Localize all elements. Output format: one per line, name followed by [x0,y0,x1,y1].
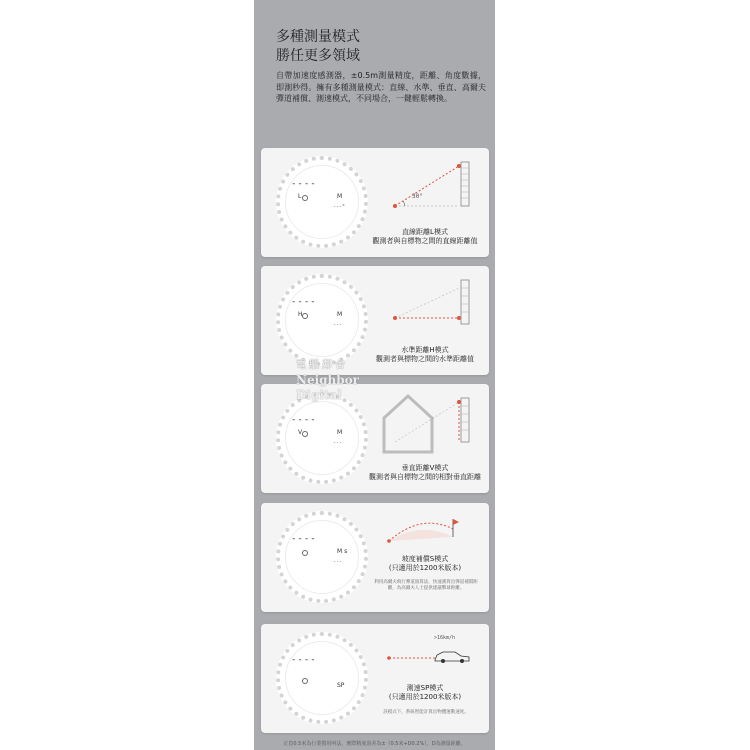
heading-line-1: 多種測量模式 [276,29,360,45]
display-dashes: ---- [291,297,317,307]
display-dashes: ---- [291,655,317,665]
display-dashes: ---- [291,179,317,189]
display-dashes: ---- [291,415,317,425]
mode-title: 水準距離H模式 [401,346,449,354]
watermark-line-2: Neighbor [296,373,359,387]
mode-letter: L [298,193,302,200]
mode-title: 測速SP模式 [406,684,444,692]
horizontal-distance-diagram [381,274,481,334]
watermark-house-icon [378,388,438,458]
display-sub: --- [333,559,343,565]
page-heading [276,28,360,66]
angle-label: 30° [412,193,423,200]
mode-note: 利用高爾夫飛行彈道演算法，快速測算出彈道補償距離，為高爾夫人士提供建議擊球距離。 [374,580,478,591]
heading-line-2: 勝任更多領域 [276,48,360,64]
watermark-line-1: 電腦鄰舍 [296,360,348,371]
speed-label: >16km/h [434,635,456,641]
display-sub: --- [333,322,343,328]
mode-card-sp [261,624,489,733]
mode-title: 直線距離L模式 [402,228,448,236]
intro-text: 自帶加速度感測器，±0.5m測量精度，距離、角度數據，即測秒得。擁有多種測量模式：直線、水準、垂直、高爾夫彈道補償、測速模式，不同場合，一鍵輕鬆轉換。 [276,71,486,103]
mode-subtitle: (只適用於1200米版本) [388,564,462,572]
reticle-icon [302,431,308,437]
footer-note: 正負0.5米為行業慣用叫法，實際精度誤差為±（0.5米+D0.2%），D為測量距離。 [283,741,466,747]
watermark-logo [296,358,386,408]
unit-letter: M [337,429,343,436]
mode-note: 該模式下，系統智能計算出物體運動速度。 [383,710,469,715]
unit-letter: M s [337,548,348,555]
mode-card-l [261,148,489,257]
mode-letter: V [298,429,303,436]
mode-letter: H [298,311,303,318]
reticle-icon [302,678,308,684]
golf-trajectory-diagram [381,509,481,549]
display-sub: ---° [333,204,346,210]
mode-title: 垂直距離V模式 [401,464,449,472]
unit-letter: SP [337,682,345,689]
display-dashes: ---- [291,534,317,544]
rangefinder-display [276,632,368,724]
reticle-icon [302,195,308,201]
mode-desc: 觀測者與自標物之間的直線距離值 [372,237,478,245]
mode-title: 坡度補償S模式 [401,555,449,563]
mode-desc: 觀測者與標物之間的水準距離值 [376,355,474,363]
rangefinder-display [276,274,368,366]
mode-desc: 觀測者與自標物之間的相對垂直距離 [369,473,481,481]
mode-subtitle: (只適用於1200米版本) [388,693,462,701]
watermark-line-3: Digital [296,388,342,402]
line-distance-diagram [381,156,481,216]
speed-diagram [381,640,481,666]
rangefinder-display [276,156,368,248]
mode-card-s [261,503,489,612]
reticle-icon [302,313,308,319]
reticle-icon [302,550,308,556]
rangefinder-display [276,511,368,603]
display-sub: --- [333,440,343,446]
unit-letter: M [337,311,343,318]
unit-letter: M [337,193,343,200]
